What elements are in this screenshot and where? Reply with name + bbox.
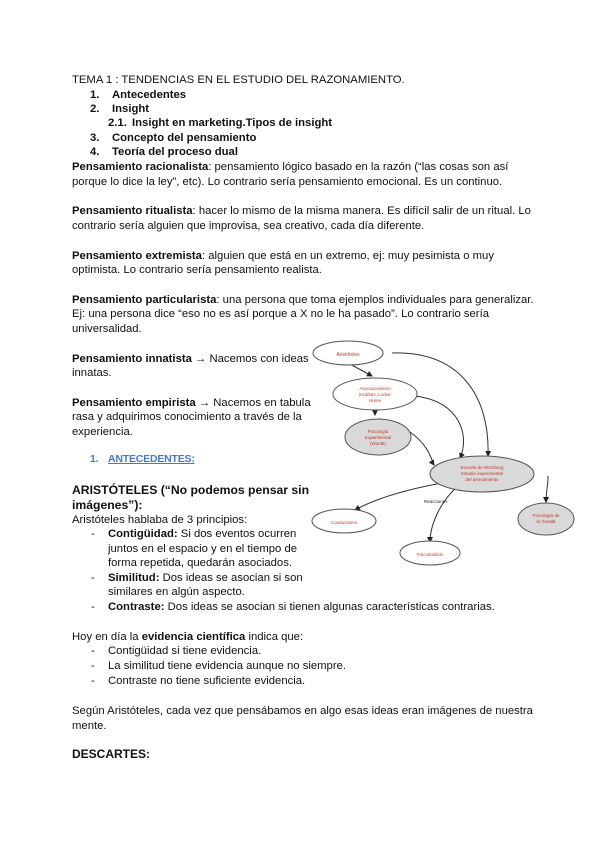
bullet-dash: -: [91, 645, 95, 657]
paragraph-racionalista: Pensamiento racionalista: pensamiento lógico basado en la razón (“las cosas son así: [72, 161, 509, 173]
outline-item: 3. Concepto del pensamiento: [90, 132, 257, 144]
principle-similitud: Similitud: Dos ideas se asocian si son: [108, 572, 303, 584]
svg-text:(Hobbes, Locke,: (Hobbes, Locke,: [358, 392, 392, 397]
diagram-edge: [546, 476, 548, 502]
document-title: TEMA 1 : TENDENCIAS EN EL ESTUDIO DEL RAZONAMIENTO.: [72, 74, 405, 86]
svg-text:Asociacionismo: Asociacionismo: [359, 386, 391, 391]
history-diagram: [310, 336, 578, 576]
diagram-node-conductismo: [312, 509, 376, 533]
principle-contraste: Contraste: Dos ideas se asocian si tienen algunas características contrarias.: [108, 601, 495, 613]
svg-text:Psicología de: Psicología de: [532, 513, 560, 518]
svg-text:del pensamiento: del pensamiento: [465, 477, 499, 482]
list-item: La similitud tiene evidencia aunque no siempre.: [108, 660, 347, 672]
evidencia-intro: Hoy en día la evidencia científica indica que:: [72, 631, 304, 643]
list-item: Contraste no tiene suficiente evidencia.: [108, 675, 306, 687]
bullet-dash: -: [91, 601, 95, 613]
svg-text:Conductismo: Conductismo: [330, 520, 358, 525]
paragraph-particularista: Pensamiento particularista: una persona que toma ejemplos individuales para generalizar.: [72, 294, 534, 306]
diagram-node-asociacionismo: [333, 378, 417, 410]
diagram-node-psicoanalisis: [400, 541, 460, 565]
aristoteles-heading: ARISTÓTELES (“No podemos pensar sin: [72, 483, 310, 497]
svg-text:Psicoanálisis: Psicoanálisis: [416, 552, 444, 557]
descartes-heading: DESCARTES:: [72, 747, 151, 761]
svg-text:la Gestalt: la Gestalt: [536, 519, 556, 524]
diagram-edge: [410, 432, 434, 465]
outline-item: 4. Teoría del proceso dual: [90, 146, 238, 158]
svg-text:Escuela de Würzburg: Escuela de Würzburg: [460, 465, 504, 470]
paragraph-line: juntos en el espacio y en el tiempo de: [108, 543, 298, 555]
outline-item: 1. Antecedentes: [90, 89, 187, 101]
paragraph-innatista: Pensamiento innatista → Nacemos con ideas: [72, 353, 309, 365]
paragraph-ritualista: Pensamiento ritualista: hacer lo mismo de la misma manera. Es difícil salir de un ritual. Lo: [72, 205, 531, 217]
bullet-dash: -: [91, 528, 95, 540]
paragraph-extremista: Pensamiento extremista: alguien que está en un extremo, ej: muy pesimista o muy: [72, 250, 494, 262]
paragraph-line: Ej: una persona dice “eso no es así porque a X no le ha pasado”. Lo contrario sería: [72, 308, 489, 320]
paragraph-line: mente.: [72, 720, 107, 732]
paragraph-line: similares en algún aspecto.: [108, 586, 245, 598]
diagram-node-wurzburg: [430, 456, 534, 492]
diagram-edge: [430, 484, 460, 542]
diagram-edge-label: Reacciones: [424, 499, 448, 504]
svg-text:Estudio experimental: Estudio experimental: [460, 471, 504, 476]
principle-contiguidad: Contigüidad: Si dos eventos ocurren: [108, 528, 297, 540]
bullet-dash: -: [91, 572, 95, 584]
paragraph-line: experiencia.: [72, 426, 133, 438]
svg-text:Hume: Hume: [368, 398, 382, 403]
paragraph-line: contrario sería alguien que improvisa, sea creativo, cada día diferente.: [72, 220, 425, 232]
paragraph-segun: Según Aristóteles, cada vez que pensábamos en algo esas ideas eran imágenes de nuestra: [72, 705, 533, 717]
paragraph-line: porque lo dice la ley”, etc). Lo contrario sería pensamiento emocional. Es un continuo.: [72, 176, 503, 188]
paragraph-line: universalidad.: [72, 323, 142, 335]
paragraph-line: forma repetida, quedarán asociados.: [108, 557, 293, 569]
svg-text:Experimental: Experimental: [364, 435, 392, 440]
section-heading-antecedentes: 1. ANTECEDENTES:: [90, 453, 195, 465]
bullet-dash: -: [91, 675, 95, 687]
bullet-dash: -: [91, 660, 95, 672]
svg-text:Psicología: Psicología: [367, 429, 389, 434]
outline-item: 2. Insight: [90, 103, 150, 115]
diagram-node-psicologia-experimental: [345, 419, 411, 455]
outline-subitem: 2.1. Insight en marketing.Tipos de insight: [108, 117, 333, 129]
paragraph-line: rasa y adquirimos conocimiento a través de la: [72, 411, 302, 423]
paragraph-line: optimista. Lo contrario sería pensamiento realista.: [72, 264, 322, 276]
diagram-node-gestalt: [518, 503, 574, 535]
diagram-edge: [415, 396, 464, 458]
paragraph-empirista: Pensamiento empirista → Nacemos en tabula: [72, 397, 311, 409]
paragraph-line: innatas.: [72, 367, 112, 379]
list-item: Contigüidad si tiene evidencia.: [108, 645, 262, 657]
aristoteles-intro: Aristóteles hablaba de 3 principios:: [72, 514, 248, 526]
svg-text:(Wundt): (Wundt): [370, 441, 386, 446]
svg-text:Aristóteles: Aristóteles: [336, 352, 360, 358]
diagram-node-aristoteles: [313, 341, 383, 365]
aristoteles-heading-cont: imágenes”):: [72, 498, 143, 512]
